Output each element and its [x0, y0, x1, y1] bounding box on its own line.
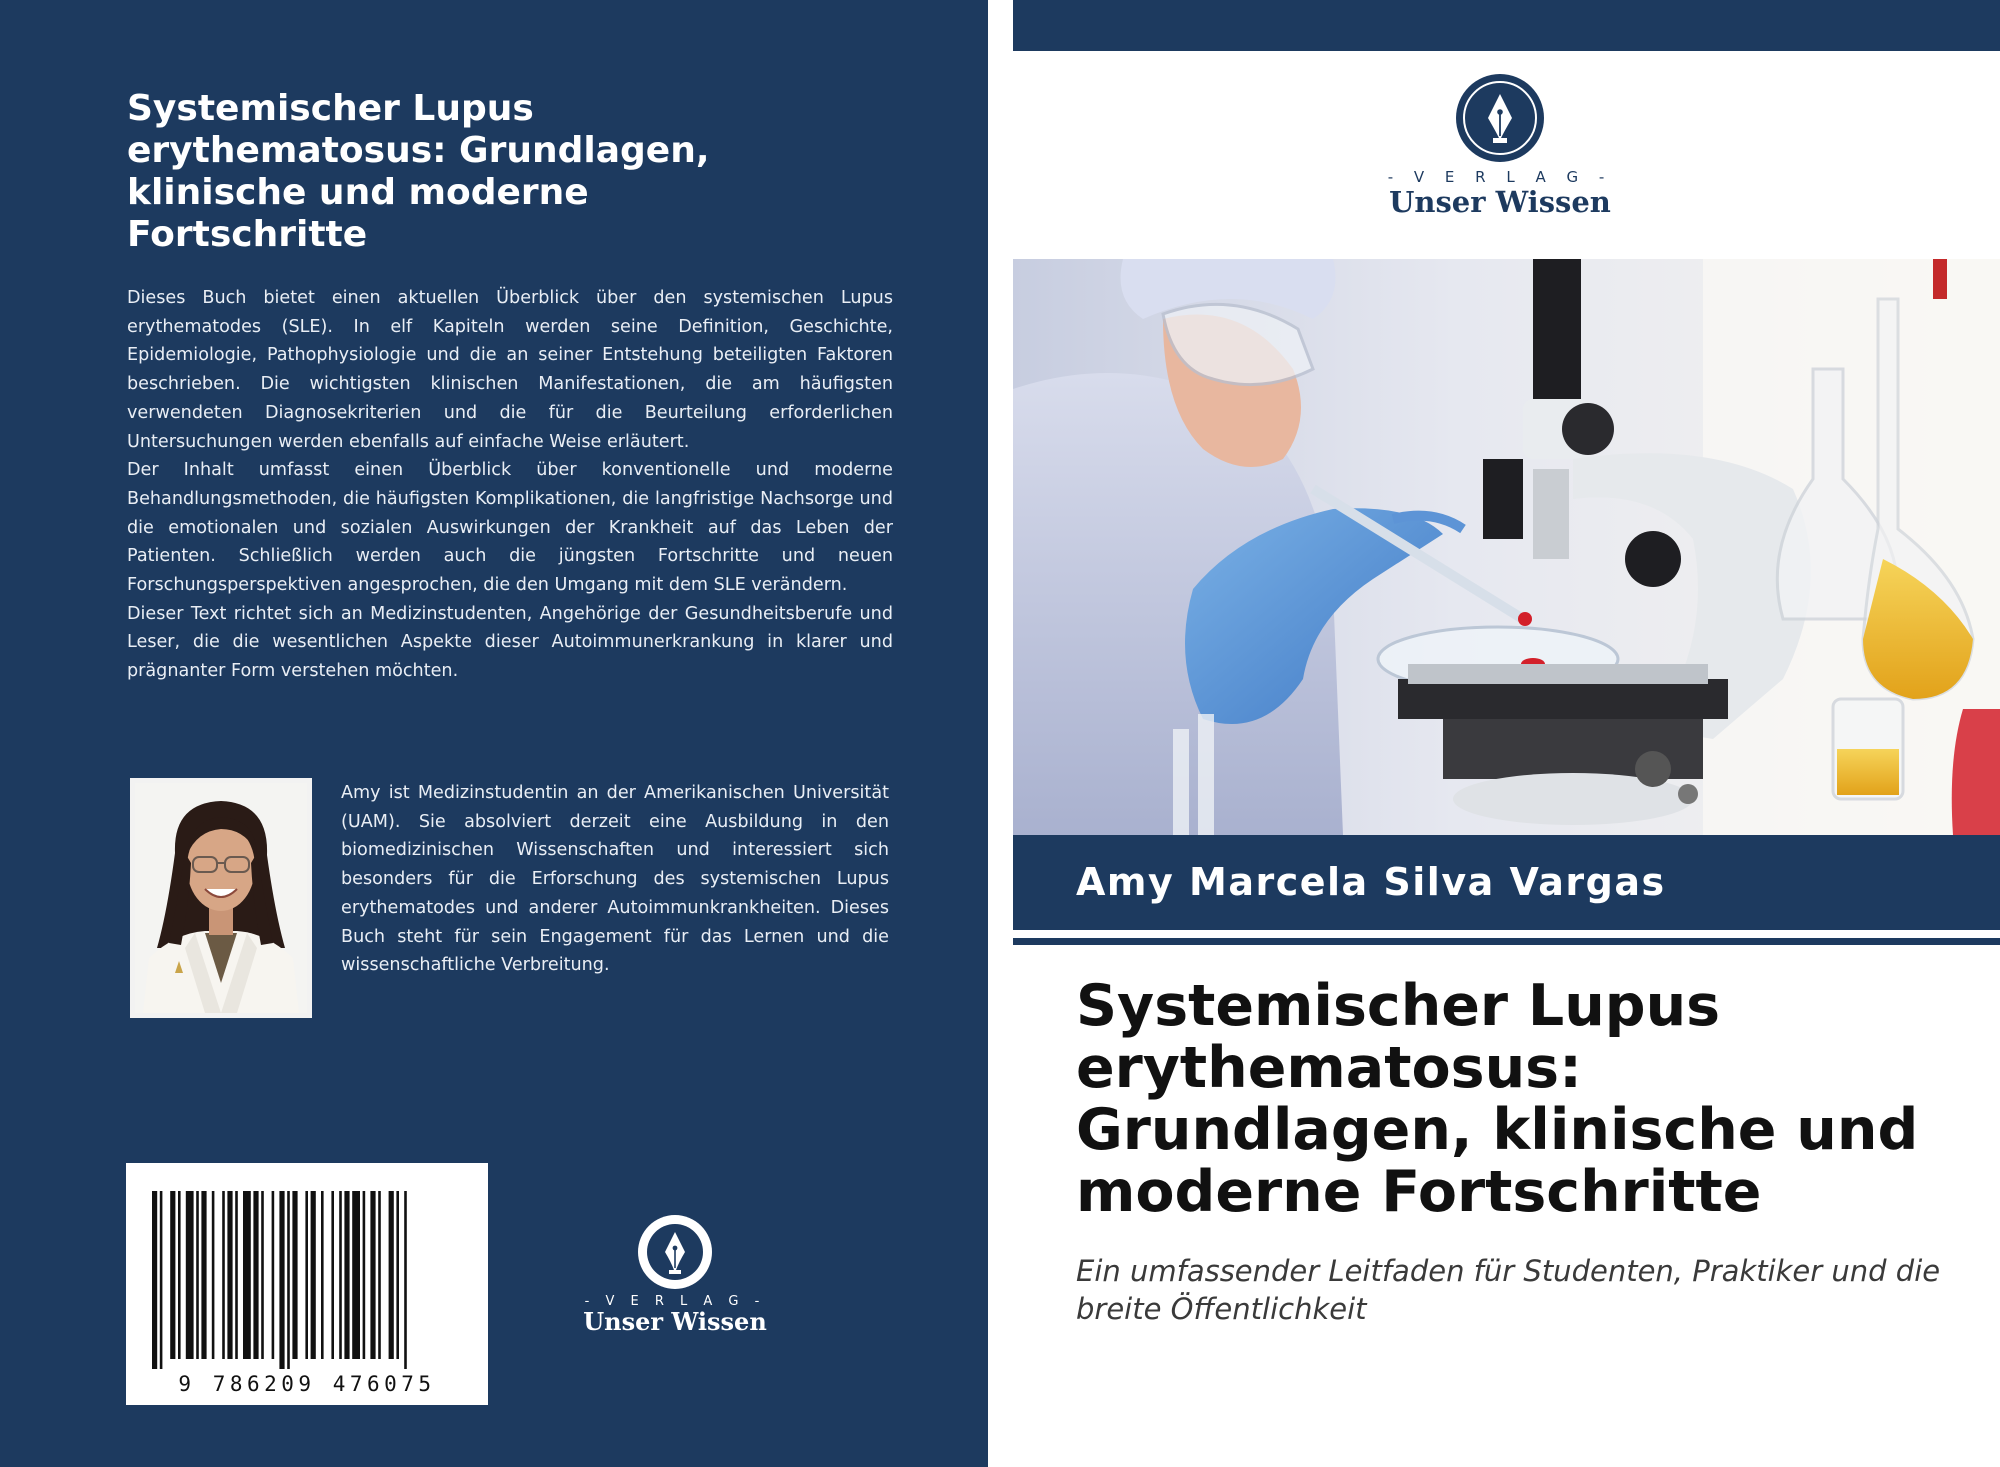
author-bar	[1013, 835, 2000, 930]
publisher-name: Unser Wissen	[1389, 185, 1611, 219]
barcode-bar	[212, 1191, 215, 1359]
barcode-bar	[370, 1191, 375, 1359]
front-cover-subtitle: Ein umfassender Leitfaden für Studenten, Praktiker und die breite Öffentlichkeit	[1076, 1254, 1941, 1326]
barcode-bar	[389, 1191, 394, 1359]
spine	[988, 0, 1013, 1467]
barcode-bar	[196, 1191, 199, 1359]
barcode-bar	[222, 1191, 225, 1359]
publisher-name: Unser Wissen	[583, 1307, 767, 1336]
barcode-bar	[170, 1191, 175, 1359]
front-top-bar	[1013, 0, 2000, 51]
barcode-bar	[363, 1191, 366, 1359]
barcode-bar	[201, 1191, 206, 1359]
fountain-pen-nib-icon	[1454, 72, 1546, 164]
barcode-bar	[352, 1191, 360, 1359]
barcode-bar	[178, 1191, 181, 1359]
description-paragraph: Der Inhalt umfasst einen Überblick über konventionelle und moderne Behandlungsmethoden, die häufigsten Komplikationen, die langfristige Nachsorge und die emotionalen und sozialen Auswirkungen der Krankheit auf das Leben der Patienten. Schließlich werden auch die jüngsten Fortschritte und neuen Forschungsperspektiven angesprochen, die den Umgang mit dem SLE verändern.	[127, 460, 893, 596]
author-name: Amy Marcela Silva Vargas	[1076, 860, 1666, 904]
barcode-bar	[396, 1191, 399, 1359]
barcode-bar	[261, 1191, 264, 1359]
author-photo	[130, 778, 312, 1018]
back-cover-description	[127, 284, 893, 686]
barcode-bar	[404, 1191, 407, 1369]
back-cover-title: Systemischer Lupus erythematosus: Grundlagen, klinische und moderne Fortschritte	[127, 88, 710, 255]
cover-photo	[1013, 259, 2000, 835]
isbn-number: 9 786209 476075	[178, 1372, 436, 1396]
publisher-verlag-label: - V E R L A G -	[1387, 168, 1613, 186]
front-cover-title: Systemischer Lupus erythematosus: Grundlagen, klinische und moderne Fortschritte	[1076, 973, 1919, 1225]
barcode-bar	[287, 1191, 290, 1369]
description-paragraph: Dieses Buch bietet einen aktuellen Überblick über den systemischen Lupus erythematodes (SLE). In elf Kapiteln werden seine Definition, Geschichte, Epidemiologie, Pathophysiologie und die an seiner Entstehung beteiligten Faktoren beschrieben. Die wichtigsten klinischen Manifestationen, die am häufigsten verwendeten Diagnosekriterien und die für die Beurteilung erforderlichen Untersuchungen werden ebenfalls auf einfache Weise erläutert.	[127, 288, 893, 452]
front-publisher-logo	[1380, 72, 1620, 232]
divider-rule	[1013, 938, 2000, 945]
barcode-bar	[272, 1191, 275, 1359]
barcode-bar	[227, 1191, 232, 1359]
barcode-bar	[321, 1191, 324, 1359]
barcode-bar	[378, 1191, 381, 1359]
barcode-bar	[331, 1191, 334, 1359]
publisher-verlag-label: - V E R L A G -	[584, 1294, 766, 1309]
barcode-bar	[253, 1191, 258, 1359]
author-bio: Amy ist Medizinstudentin an der Amerikanischen Universität (UAM). Sie absolviert derzeit eine Ausbildung in den biomedizinischen Wissenschaften und interessiert sich besonders für die Erforschung des systemischen Lupus erythematodes und anderer Autoimmunkrankheiten. Dieses Buch steht für sein Engagement für das Lernen und die wissenschaftliche Verbreitung.	[341, 783, 889, 976]
barcode-bar	[235, 1191, 238, 1359]
isbn-barcode	[126, 1163, 488, 1405]
barcode-bar	[344, 1191, 349, 1359]
barcode-bar	[305, 1191, 308, 1359]
back-publisher-logo	[580, 1212, 770, 1342]
back-cover	[0, 0, 988, 1467]
barcode-bar	[279, 1191, 284, 1369]
barcode-bar	[292, 1191, 297, 1359]
barcode-bar	[152, 1191, 157, 1369]
barcode-bar	[243, 1191, 251, 1359]
description-paragraph: Dieser Text richtet sich an Medizinstudenten, Angehörige der Gesundheitsberufe und Leser, die die wesentlichen Aspekte dieser Autoimmunerkrankung in klarer und prägnanter Form verstehen möchten.	[127, 603, 893, 682]
barcode-bar	[311, 1191, 316, 1359]
barcode-bar	[186, 1191, 194, 1359]
fountain-pen-nib-icon	[635, 1212, 715, 1292]
barcode-bar	[339, 1191, 342, 1359]
barcode-bar	[160, 1191, 163, 1369]
